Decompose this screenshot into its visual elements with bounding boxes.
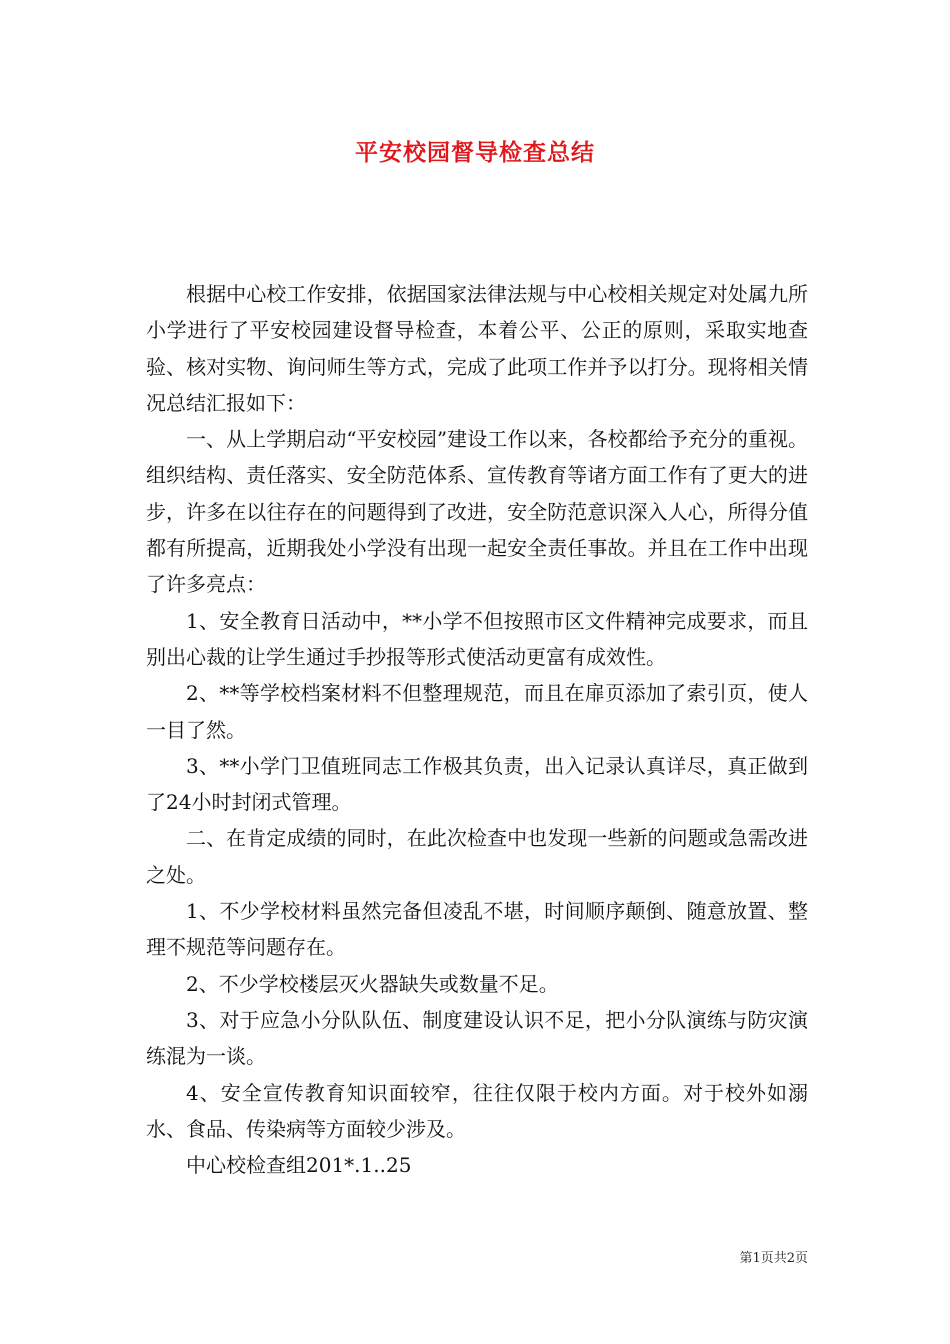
page-number: 第1页共2页 [739, 1251, 808, 1266]
paragraph-intro: 根据中心校工作安排，依据国家法律法规与中心校相关规定对处属九所小学进行了平安校园建设督导检查，本着公平、公正的原则，采取实地查验、核对实物、询问师生等方式，完成了此项工作并予以打分。现将相关情况总结汇报如下： [146, 282, 808, 415]
paragraph-issue-1: 1、不少学校材料虽然完备但凌乱不堪，时间顺序颠倒、随意放置、整理不规范等问题存在。 [146, 899, 808, 960]
paragraph-section-one: 一、从上学期启动“平安校园”建设工作以来，各校都给予充分的重视。组织结构、责任落实、安全防范体系、宣传教育等诸方面工作有了更大的进步，许多在以往存在的问题得到了改进，安全防范意识深入人心，所得分值都有所提高，近期我处小学没有出现一起安全责任事故。并且在工作中出现了许多亮点： [146, 427, 808, 597]
document-title: 平安校园督导检查总结 [355, 140, 595, 166]
paragraph-issue-2: 2、不少学校楼层灭火器缺失或数量不足。 [186, 971, 559, 996]
paragraph-section-two: 二、在肯定成绩的同时，在此次检查中也发现一些新的问题或急需改进之处。 [146, 826, 808, 887]
document-body [146, 276, 808, 1183]
paragraph-highlight-2: 2、**等学校档案材料不但整理规范，而且在扉页添加了索引页，使人一目了然。 [146, 681, 808, 742]
paragraph-issue-4: 4、安全宣传教育知识面较窄，往往仅限于校内方面。对于校外如溺水、食品、传染病等方面较少涉及。 [146, 1080, 808, 1141]
signature-date: 中心校检查组201*.1..25 [186, 1153, 412, 1178]
paragraph-highlight-1: 1、安全教育日活动中，**小学不但按照市区文件精神完成要求，而且别出心裁的让学生通过手抄报等形式使活动更富有成效性。 [146, 608, 808, 669]
paragraph-highlight-3: 3、**小学门卫值班同志工作极其负责，出入记录认真详尽，真正做到了24小时封闭式管理。 [146, 753, 808, 815]
paragraph-issue-3: 3、对于应急小分队队伍、制度建设认识不足，把小分队演练与防灾演练混为一谈。 [146, 1007, 808, 1069]
